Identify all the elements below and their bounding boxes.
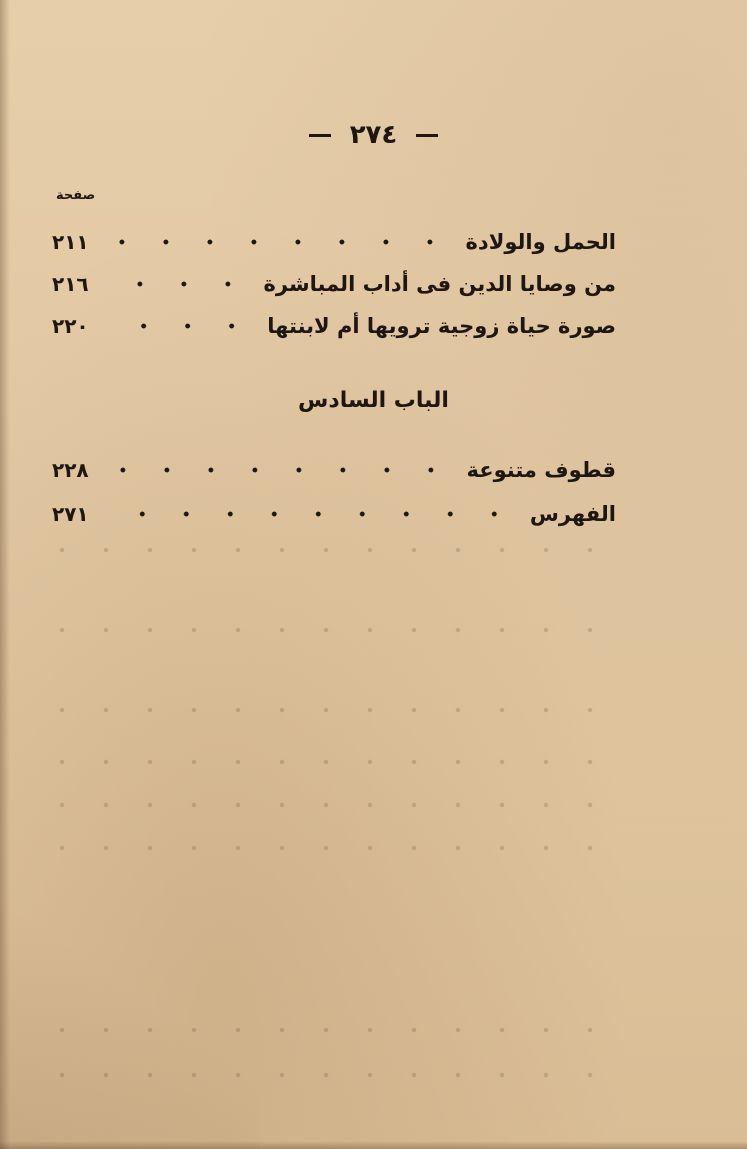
toc-entry xyxy=(52,222,616,262)
toc-entry xyxy=(52,494,616,534)
dot-leader xyxy=(103,323,254,329)
page-number xyxy=(0,120,747,150)
page-column-header: صفحة xyxy=(56,188,96,203)
toc-entry xyxy=(52,306,616,346)
show-through-row xyxy=(40,540,620,560)
show-through-row xyxy=(40,700,620,720)
dash-right xyxy=(416,134,438,137)
show-through-row xyxy=(40,838,620,858)
page-number-text: ٢٧٤ xyxy=(349,120,398,150)
dot-leader xyxy=(103,467,453,473)
dash-left xyxy=(309,134,331,137)
dot-leader xyxy=(103,511,516,517)
toc-entry-page: ٢٧١ xyxy=(52,502,89,526)
toc-entry-page: ٢١٦ xyxy=(52,272,89,296)
show-through-row xyxy=(40,795,620,815)
dot-leader xyxy=(103,239,452,245)
show-through-row xyxy=(40,620,620,640)
toc-entry-title: قطوف متنوعة xyxy=(466,458,616,482)
toc-entry xyxy=(52,264,616,304)
show-through-row xyxy=(40,1065,620,1085)
toc-entry-title: الحمل والولادة xyxy=(465,230,616,254)
toc-entry-page: ٢٢٨ xyxy=(52,458,89,482)
toc-entry-title: صورة حياة زوجية ترويها أم لابنتها xyxy=(267,314,616,338)
toc-entry-title: الفهرس xyxy=(529,502,616,526)
section-heading: الباب السادس xyxy=(298,388,449,413)
show-through-row xyxy=(40,1020,620,1040)
dot-leader xyxy=(103,281,250,287)
page-bottom-edge xyxy=(0,1141,747,1149)
toc-entry-page: ٢٢٠ xyxy=(52,314,89,338)
toc-entry-page: ٢١١ xyxy=(52,230,89,254)
toc-entry xyxy=(52,450,616,490)
toc-entry-title: من وصايا الدين فى أداب المباشرة xyxy=(263,272,616,296)
show-through-row xyxy=(40,752,620,772)
